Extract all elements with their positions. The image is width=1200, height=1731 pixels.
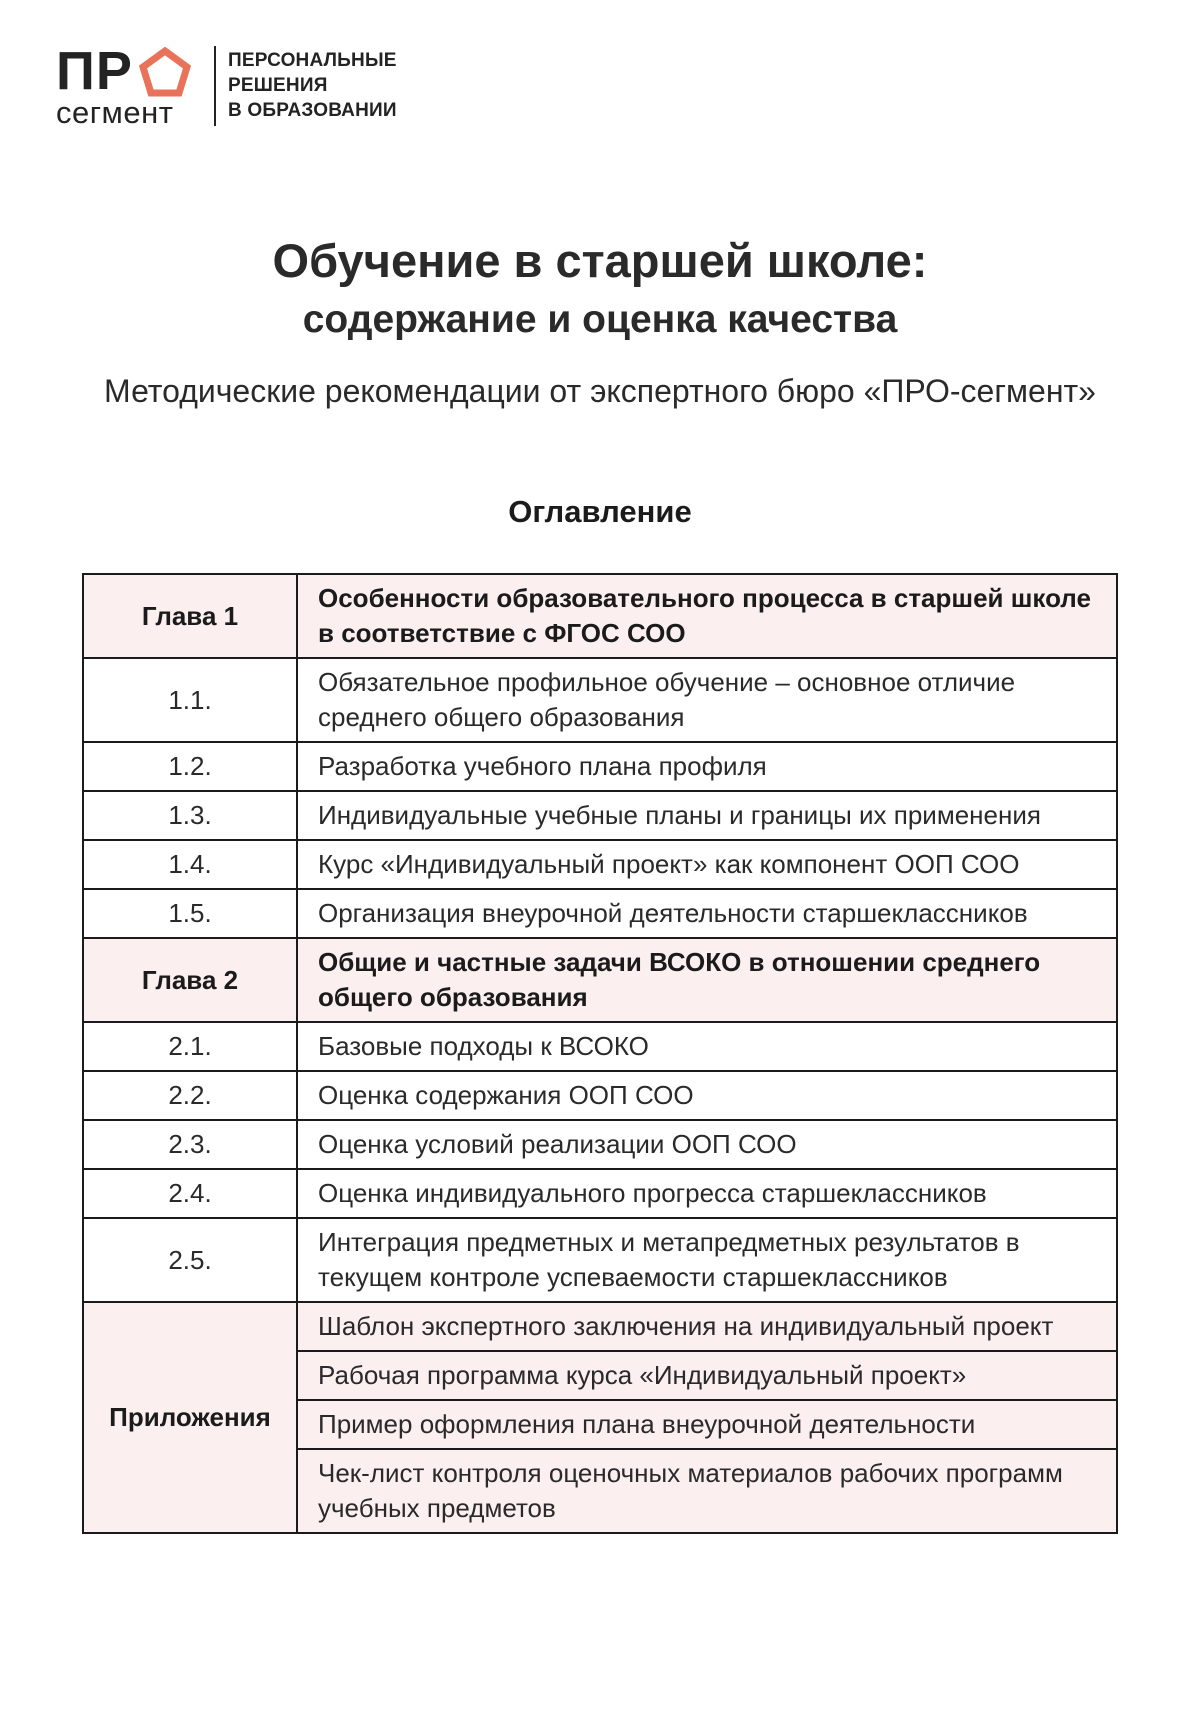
chapter-label: Глава 1 bbox=[83, 574, 297, 658]
page-subtitle: Методические рекомендации от экспертного бюро «ПРО-сегмент» bbox=[104, 373, 1096, 409]
section-number: 2.3. bbox=[83, 1120, 297, 1169]
section-row bbox=[83, 791, 1117, 840]
document-header bbox=[0, 232, 1200, 412]
section-row bbox=[83, 742, 1117, 791]
section-title[interactable]: Базовые подходы к ВСОКО bbox=[297, 1022, 1117, 1071]
section-number: 2.5. bbox=[83, 1218, 297, 1302]
section-row bbox=[83, 1071, 1117, 1120]
section-title[interactable]: Обязательное профильное обучение – основное отличие среднего общего образования bbox=[297, 658, 1117, 742]
appendix-item[interactable]: Чек-лист контроля оценочных материалов рабочих программ учебных предметов bbox=[297, 1449, 1117, 1533]
section-title[interactable]: Оценка индивидуального прогресса старшеклассников bbox=[297, 1169, 1117, 1218]
logo-divider bbox=[214, 46, 216, 126]
logo-tagline-line: В ОБРАЗОВАНИИ bbox=[228, 100, 397, 121]
logo-tagline-line: РЕШЕНИЯ bbox=[228, 75, 328, 96]
appendix-label: Приложения bbox=[83, 1302, 297, 1533]
section-row bbox=[83, 1169, 1117, 1218]
toc-table bbox=[82, 573, 1118, 1534]
section-title[interactable]: Организация внеурочной деятельности старшеклассников bbox=[297, 889, 1117, 938]
chapter-title[interactable]: Общие и частные задачи ВСОКО в отношении среднего общего образования bbox=[297, 938, 1117, 1022]
section-title[interactable]: Интеграция предметных и метапредметных результатов в текущем контроле успеваемости старшеклассников bbox=[297, 1218, 1117, 1302]
section-row bbox=[83, 1022, 1117, 1071]
section-number: 2.4. bbox=[83, 1169, 297, 1218]
section-row bbox=[83, 658, 1117, 742]
section-row bbox=[83, 840, 1117, 889]
section-title[interactable]: Индивидуальные учебные планы и границы их применения bbox=[297, 791, 1117, 840]
section-row bbox=[83, 889, 1117, 938]
section-number: 1.4. bbox=[83, 840, 297, 889]
section-row bbox=[83, 1218, 1117, 1302]
logo-tagline bbox=[228, 48, 397, 123]
appendix-item[interactable]: Рабочая программа курса «Индивидуальный проект» bbox=[297, 1351, 1117, 1400]
page-title-second-line: содержание и оценка качества bbox=[302, 298, 898, 341]
appendix-item[interactable]: Пример оформления плана внеурочной деятельности bbox=[297, 1400, 1117, 1449]
appendix-item[interactable]: Шаблон экспертного заключения на индивидуальный проект bbox=[297, 1302, 1117, 1351]
brand-logo bbox=[56, 41, 416, 130]
section-number: 2.2. bbox=[83, 1071, 297, 1120]
chapter-title[interactable]: Особенности образовательного процесса в старшей школе в соответствие с ФГОС СОО bbox=[297, 574, 1117, 658]
section-number: 1.2. bbox=[83, 742, 297, 791]
section-title[interactable]: Курс «Индивидуальный проект» как компонент ООП СОО bbox=[297, 840, 1117, 889]
chapter-row bbox=[83, 574, 1117, 658]
chapter-label: Глава 2 bbox=[83, 938, 297, 1022]
logo-wordmark-bottom: сегмент bbox=[56, 95, 174, 130]
logo-wordmark-top: ПР bbox=[56, 41, 133, 101]
section-title[interactable]: Оценка содержания ООП СОО bbox=[297, 1071, 1117, 1120]
toc-heading: Оглавление bbox=[508, 494, 692, 529]
pentagon-icon bbox=[139, 47, 191, 97]
section-number: 1.5. bbox=[83, 889, 297, 938]
section-number: 1.3. bbox=[83, 791, 297, 840]
page-title: Обучение в старшей школе: bbox=[272, 234, 928, 287]
appendix-row bbox=[83, 1302, 1117, 1351]
section-title[interactable]: Разработка учебного плана профиля bbox=[297, 742, 1117, 791]
section-number: 1.1. bbox=[83, 658, 297, 742]
section-title[interactable]: Оценка условий реализации ООП СОО bbox=[297, 1120, 1117, 1169]
section-row bbox=[83, 1120, 1117, 1169]
logo-tagline-line: ПЕРСОНАЛЬНЫЕ bbox=[228, 50, 397, 71]
section-number: 2.1. bbox=[83, 1022, 297, 1071]
chapter-row bbox=[83, 938, 1117, 1022]
